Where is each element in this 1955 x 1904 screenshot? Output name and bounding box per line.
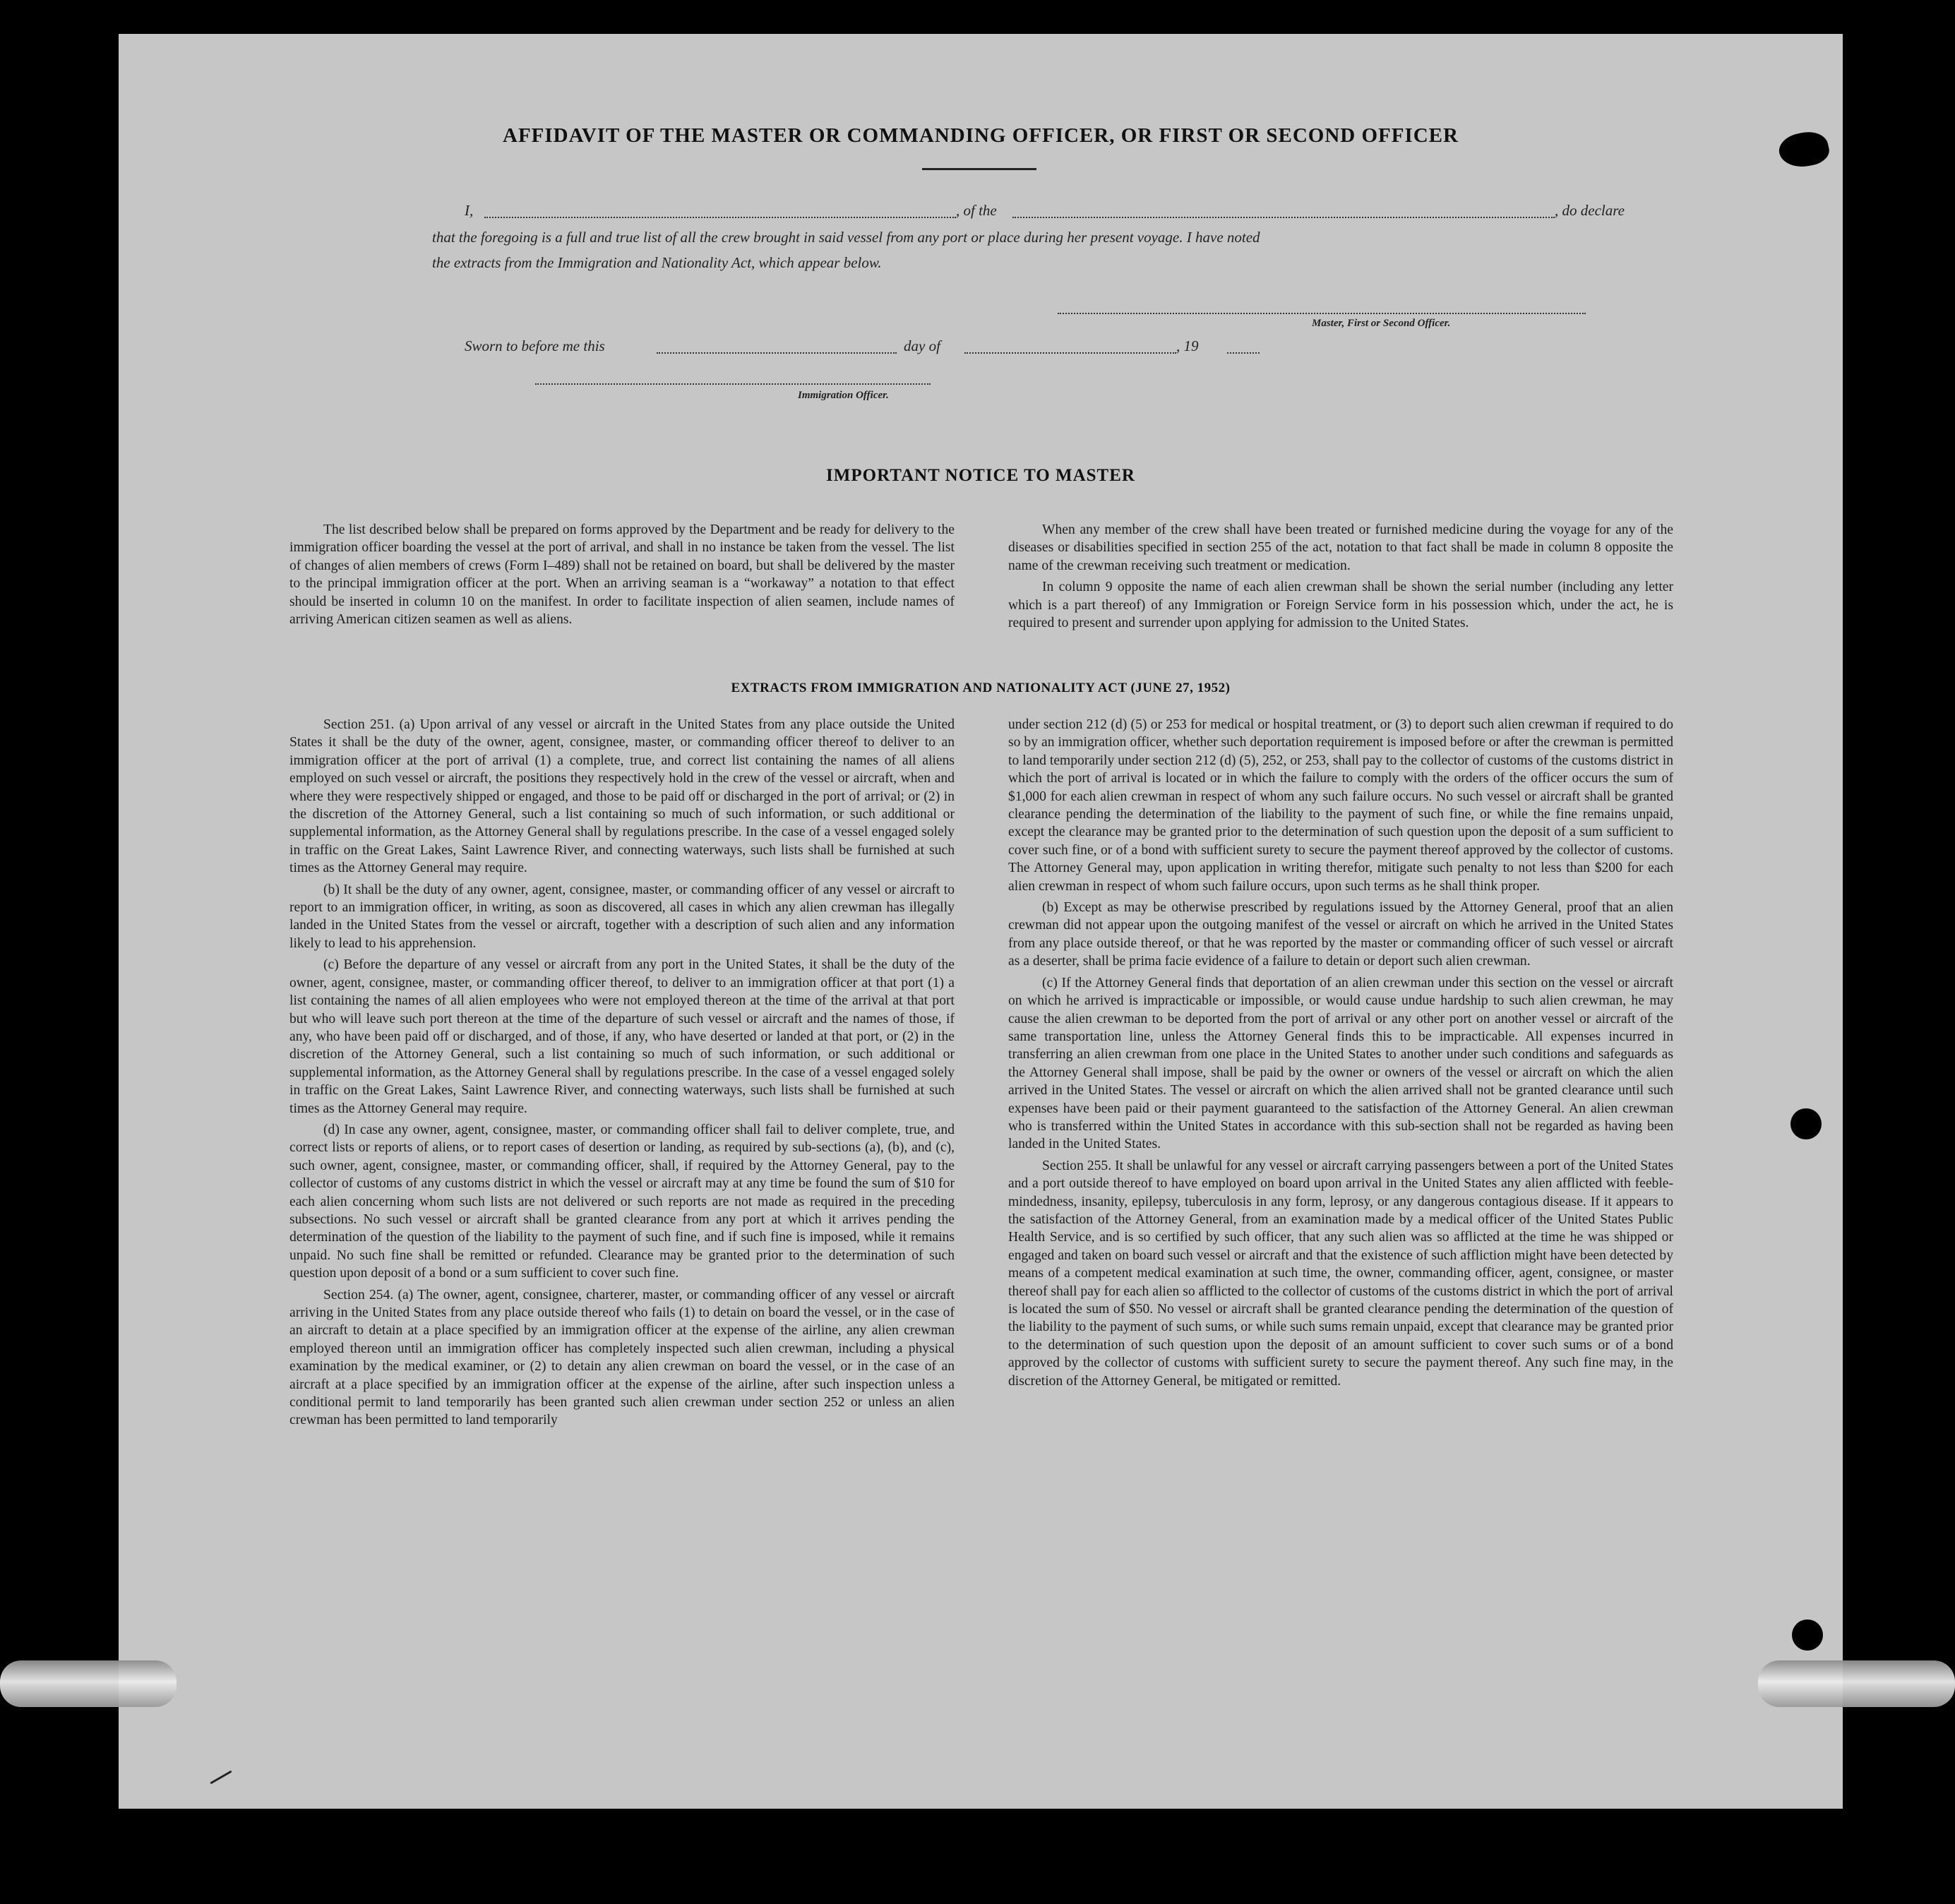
- section-254-c: (c) If the Attorney General finds that deportation of an alien crewman under this section on the vessel or aircraft on which he arrived is impracticable or impossible, or would cause undue hardship to such alien crewman, he may cause the alien crewman to be deported from the port of arrival or any other port on another vessel or aircraft of the same transportation line, unless the Attorney General finds this to be impracticable. All expenses incurred in transferring an alien crewman from one place in the United States to another under such conditions and safeguards as the Attorney General shall impose, shall be paid by the owner or owners of the vessel or aircraft on which the alien arrived in the United States. The vessel or aircraft on which the alien arrived shall not be granted clearance until such expenses have been paid or their payment guaranteed to the satisfaction of the Attorney General. An alien crewman who is transferred within the United States in accordance with this sub-section shall not be regarded as having been landed in the United States.: [1008, 975, 1673, 1152]
- extracts-title: EXTRACTS FROM IMMIGRATION AND NATIONALITY ACT (JUNE 27, 1952): [731, 681, 1231, 695]
- declaration-do-declare: , do declare: [1555, 202, 1625, 219]
- section-251-c: (c) Before the departure of any vessel or aircraft from any port in the United States, it shall be the duty of the owner, agent, consignee, master, or commanding officer thereof, to deliver to an immigration officer at that port (1) a list containing the names of all alien employees who were not employed thereon at the time of the arrival at that port but who will leave such port thereon at the time of the departure of such vessel or aircraft and the names of those, if any, who have been paid off or discharged, and of those, if any, who have deserted or landed at that port, or (2) in the discretion of the Attorney General, such a list containing so much of such information, or such additional or supplemental information, as the Attorney General shall by regulations prescribe. In the case of a vessel engaged solely in traffic on the Great Lakes, Saint Lawrence River, and connecting waterways, such lists shall be furnished at such times as the Attorney General may require.: [289, 957, 955, 1116]
- punch-hole: [1790, 1108, 1822, 1139]
- notice-left-column: [289, 521, 955, 632]
- sworn-year-prefix: , 19: [1176, 337, 1199, 354]
- sworn-day-of: day of: [904, 337, 940, 354]
- extracts-right-column: [1008, 716, 1673, 1394]
- sworn-day-field[interactable]: [657, 352, 897, 354]
- declaration-line-3: the extracts from the Immigration and Nationality Act, which appear below.: [432, 254, 882, 271]
- section-254-a-continued: under section 212 (d) (5) or 253 for medical or hospital treatment, or (3) to deport such alien crewman if required to do so by an immigration officer, whether such deportation requirement is imposed before or after the crewman is permitted to land temporarily under section 212 (d) (5), 252, or 253, shall pay to the collector of customs of the customs district in which the port of arrival is located or in which the failure to comply with the orders of the officer occurs the sum of $1,000 for each alien crewman in respect of whom any such failure occurs. No such vessel or aircraft shall be granted clearance pending the determination of the liability to the payment of such fine, or while the fine remains unpaid, except the clearance may be granted prior to the determination of such question upon the deposit of a sum sufficient to cover such fine, or of a bond with sufficient surety to secure the payment thereof approved by the collector of customs. The Attorney General may, upon application in writing therefor, mitigate such penalty to not less than $200 for each alien crewman in respect of whom such failure occurs, upon such terms as he shall think proper.: [1008, 717, 1673, 894]
- notice-right-column: [1008, 521, 1673, 635]
- scan-glare-right: [1758, 1660, 1955, 1707]
- ink-drop-mark: [1851, 165, 1875, 200]
- sworn-prefix: Sworn to before me this: [465, 337, 605, 354]
- section-251-b: (b) It shall be the duty of any owner, agent, consignee, master, or commanding officer of any vessel or aircraft to report to an immigration officer, in writing, as soon as discovered, all cases in which any alien crewman has illegally landed in the United States from the vessel or aircraft, together with a description of such alien and any information likely to lead to his apprehension.: [289, 882, 955, 951]
- master-signature-field[interactable]: [1058, 312, 1586, 314]
- section-255: Section 255. It shall be unlawful for any vessel or aircraft carrying passengers between a port of the United States and a port outside thereof to have employed on board upon arrival in the United States any alien afflicted with feeble-mindedness, insanity, epilepsy, tuberculosis in any form, leprosy, or any dangerous contagious disease. If it appears to the satisfaction of the Attorney General, from an examination made by a medical officer of the United States Public Health Service, and is so certified by such officer, that any such alien was so afflicted at the time he was shipped or engaged and taken on board such vessel or aircraft and that the existence of such affliction might have been detected by means of a competent medical examination at such time, the owner, commanding officer, agent, consignee, or master thereof shall pay for each alien so afflicted to the collector of customs of the customs district in which the port of arrival is located the sum of $50. No vessel or aircraft shall be granted clearance pending the determination of the question of the liability to the payment of such sums, or while such sums remain unpaid, except that clearance may be granted prior to the determination of such question upon the deposit of an amount sufficient to cover such sums or of a bond approved by the collector of customs with sufficient surety to secure the payment thereof. Any such fine may, in the discretion of the Attorney General, be mitigated or remitted.: [1008, 1158, 1673, 1389]
- punch-hole: [1792, 1619, 1823, 1651]
- declaration-line-2: that the foregoing is a full and true list of all the crew brought in said vessel from any port or place during her present voyage. I have noted: [432, 229, 1260, 246]
- section-254-b: (b) Except as may be otherwise prescribed by regulations issued by the Attorney General, proof that an alien crewman did not appear upon the outgoing manifest of the vessel or aircraft on which he arrived in the United States from any place outside thereof, or that he was reported by the master or commanding officer of such vessel or aircraft as a deserter, shall be prima facie evidence of a failure to detain or deport such alien crewman.: [1008, 900, 1673, 969]
- section-251-d: (d) In case any owner, agent, consignee, master, or commanding officer shall fail to deliver complete, true, and correct lists or reports of aliens, or to report cases of desertion or landing, as required by sub-sections (a), (b), and (c), such owner, agent, consignee, master, or commanding officer, shall, if required by the Attorney General, pay to the collector of customs of any customs district in which the vessel or aircraft may at any time be found the sum of $10 for each alien concerning whom such lists are not delivered or such reports are not made as required in the preceding subsections. No such vessel or aircraft shall be granted clearance from any port at which it arrives pending the determination of the question of the liability to the payment of such fine, and if such fine is imposed, while it remains unpaid. No such fine shall be remitted or refunded. Clearance may be granted prior to the determination of such question upon deposit of a bond or a sum sufficient to cover such fine.: [289, 1122, 955, 1281]
- section-251-a: Section 251. (a) Upon arrival of any vessel or aircraft in the United States from any place outside the United States it shall be the duty of the owner, agent, consignee, master, or commanding officer thereof to deliver to an immigration officer at the port of arrival (1) a complete, true, and correct list containing the names of all aliens employed on such vessel or aircraft, the positions they respectively hold in the crew of the vessel or aircraft, when and where they were respectively shipped or engaged, and those to be paid off or discharged in the port of arrival; or (2) in the discretion of the Attorney General, such a list containing so much of such information, or such additional or supplemental information, as the Attorney General shall by regulations prescribe. In the case of a vessel engaged solely in traffic on the Great Lakes, Saint Lawrence River, and connecting waterways, such lists shall be furnished at such times as the Attorney General may require.: [289, 717, 955, 876]
- affidavit-title: AFFIDAVIT OF THE MASTER OR COMMANDING OFFICER, OR FIRST OR SECOND OFFICER: [503, 124, 1459, 147]
- immigration-officer-signature-field[interactable]: [535, 383, 931, 385]
- scan-glare-left: [0, 1660, 177, 1707]
- sworn-year-field[interactable]: [1227, 352, 1260, 354]
- vessel-name-field[interactable]: [1012, 216, 1555, 218]
- declaration-of-the: , of the: [956, 202, 997, 219]
- extracts-left-column: [289, 716, 955, 1433]
- declarant-name-field[interactable]: [484, 216, 956, 218]
- section-254-a: Section 254. (a) The owner, agent, consignee, charterer, master, or commanding officer of any vessel or aircraft arriving in the United States from any place outside thereof who fails (1) to detain on board the vessel, or in the case of an aircraft to detain at a place specified by an immigration officer at the expense of the airline, any alien crewman employed thereon until an immigration officer has completely inspected such alien crewman, including a physical examination by the medical examiner, or (2) to detain any alien crewman on board the vessel, or in the case of an aircraft at a place specified by an immigration officer at the expense of the airline, after such inspection unless a conditional permit to land temporarily has been granted such alien crewman under section 252 or unless an alien crewman has been permitted to land temporarily: [289, 1287, 955, 1428]
- notice-title: IMPORTANT NOTICE TO MASTER: [826, 466, 1135, 485]
- sworn-month-field[interactable]: [964, 352, 1176, 354]
- immigration-officer-caption: Immigration Officer.: [798, 390, 889, 401]
- notice-right-paragraph-1: When any member of the crew shall have been treated or furnished medicine during the voyage for any of the diseases or disabilities specified in section 255 of the act, notation to that fact shall be made in column 8 opposite the name of the crewman receiving such treatment or medication.: [1008, 522, 1673, 573]
- pencil-mark: [210, 1771, 232, 1785]
- declaration-i: I,: [465, 202, 474, 219]
- document-page: [119, 34, 1843, 1809]
- master-caption: Master, First or Second Officer.: [1312, 318, 1451, 329]
- notice-right-paragraph-2: In column 9 opposite the name of each alien crewman shall be shown the serial number (including any letter which is a part thereof) of any Immigration or Foreign Service form in his possession which, under the act, he is required to present and surrender upon applying for admission to the United States.: [1008, 580, 1673, 631]
- notice-left-paragraph: The list described below shall be prepared on forms approved by the Department and be ready for delivery to the immigration officer boarding the vessel at the port of arrival, and shall in no instance be taken from the vessel. The list of changes of alien members of crews (Form I–489) shall not be retained on board, but shall be delivered by the master to the principal immigration officer at the port. When an arriving seaman is a “workaway” a notation to that effect should be inserted in column 10 on the manifest. In order to facilitate inspection of alien seamen, include names of arriving American citizen seamen as well as aliens.: [289, 522, 955, 628]
- title-rule: [922, 168, 1036, 170]
